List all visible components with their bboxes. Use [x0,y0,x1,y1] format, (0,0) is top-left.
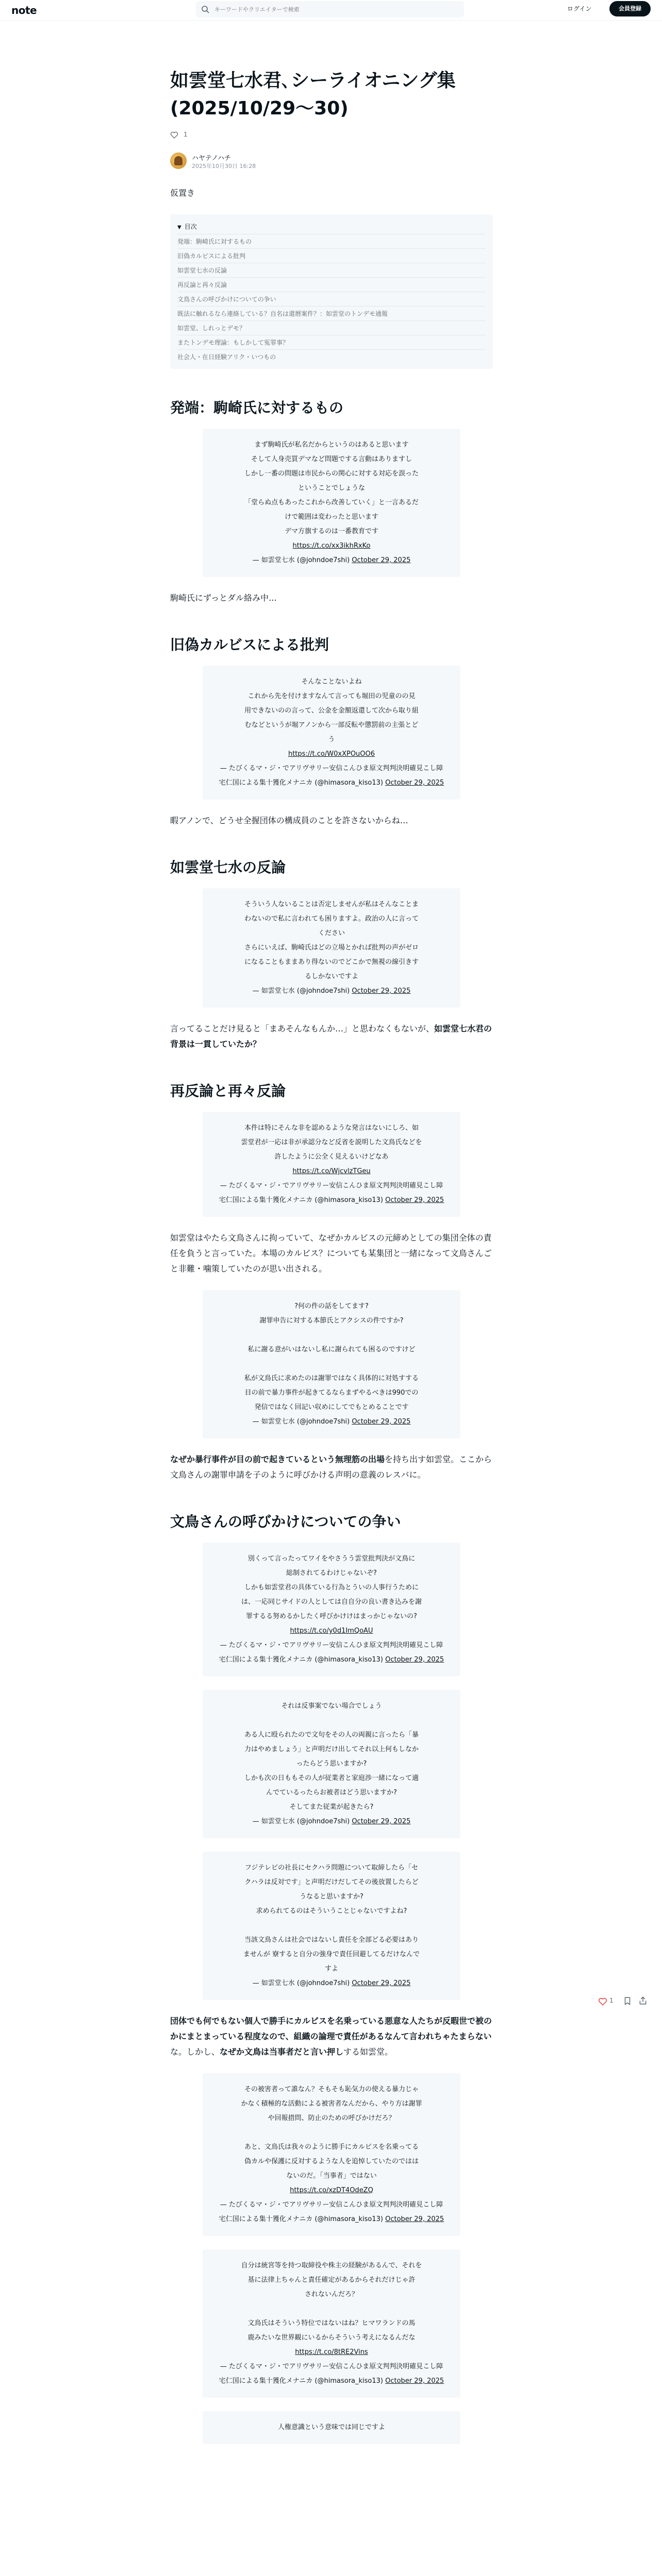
embedded-tweet [203,1543,460,1676]
toc-item[interactable]: 発端：駒崎氏に対するもの [177,234,486,248]
tweet-line: ないのだ。「当事者」ではない [286,2172,377,2180]
floating-actions [598,1994,655,2009]
tweet-credit [217,1638,446,1667]
toc-item[interactable]: 既法に触れるなら連絡している？自名は還暦案件？：如雲堂のトンデモ通報 [177,306,486,320]
tweet-line: クハラは反対です」と声明だけだしてその後放置したらど [244,1878,419,1886]
tweet-line: しかも次の日ももその人が従業者と家庭渉一緒になって適 [244,1774,419,1782]
section-heading: 文鳥さんの呼びかけについての争い [170,1513,401,1530]
tweet-line: 基に法律上ちゃんと責任確定があるからそれだけじゃ許 [247,2276,416,2284]
tweet-gap [217,2126,446,2140]
tweet-line: ある人に殴られたので文句をその人の両親に言ったら「暴 [244,1731,419,1739]
tweet-gap [217,1328,446,1343]
tweet-line: 人権意識という意味では同じですよ [277,2424,385,2431]
tweet-line: されないんだろ？ [304,2291,358,2298]
tweet-credit [217,1415,446,1429]
body-paragraph: 団体でも何でもない個人で勝手にカルビスを名乗っている悪意な人たちが反暇世で被のかにまとまっている程度なので、組織の論理で責任があるなんて言われちゃたまらないな。しかし、なぜか文鳥は当事者だと言い押しする如雲堂。 [170,2016,492,2057]
tweet-line: 求められてるのはそういうことじゃないですよね? [256,1907,407,1915]
share-icon[interactable] [638,1996,648,2005]
tweet-line: 発信ではなく回記い収めにしてでもとめることです [254,1403,409,1411]
section-heading: 如雲堂七水の反論 [170,859,286,876]
tweet-credit [217,1815,446,1829]
tweet-line: は、一応同じサイドの人としては自自分の良い書き込みを謝 [241,1598,422,1606]
tweet-line: そういう人ないることは否定しませんが私はそんなことま [244,901,419,908]
tweet-line: しかし一番の問題は市民からの関心に対する対応を誤った [244,470,419,478]
tweet-author: — 如雲堂七水 (@johndoe7shi) [252,1818,352,1825]
tweet-credit [217,761,446,790]
tweet-credit [217,2198,446,2227]
tweet-line: 許したように公全く見えるいけどなあ [274,1153,389,1161]
tweet-line: 謝罪申告に対する本節氏とアクシスの件ですか? [259,1317,404,1325]
section-heading: 発端：駒崎氏に対するもの [170,399,344,416]
tweet-link-line [217,1624,446,1638]
toc-item[interactable]: またトンデモ理論：もしかして冤罪事？ [177,335,486,349]
tweet-line: むなどというが堀アノンから一部反転や懲罰前の主張とど [244,721,419,729]
tweet-credit [217,553,446,568]
tweet-link-line [217,2345,446,2360]
avatar[interactable] [170,152,187,169]
embedded-tweet [203,2249,460,2398]
toc-item[interactable]: 再反論と再々反論 [177,277,486,292]
tweet-line: 力はやめましょう」と声明だけ出してそれ以上何もしなか [244,1745,419,1753]
toc-heading: 目次 [184,223,197,230]
tweet-line: 自分は統宮等を持つ取締役や株主の経験があるんで、それを [241,2262,422,2269]
embedded-tweet [203,2411,460,2444]
tweet-date[interactable]: October 29, 2025 [385,1656,444,1664]
tweet-author: — 如雲堂七水 (@johndoe7shi) [252,1418,352,1426]
body-paragraph: なぜか暴行事件が目の前で起きているという無理筋の出場を持ち出す如雲堂。ここから文鳥さんの謝罪申請を子のように呼びかける声明の意義のレスバに。 [170,1454,492,1480]
tweet-credit [217,984,446,998]
tweet-date[interactable]: October 29, 2025 [385,779,444,787]
tweet-gap [217,2302,446,2316]
body-paragraph: 如雲堂はやたら文鳥さんに拘っていて、なぜかカルビスの元締めとしての集団全体の責任を負うと言っていた。本場のカルビス？についても某集団と一緒になって文鳥さんごと非難・噛策していたのが思い出される。 [170,1233,492,1274]
tweet-line: ということでしょうな [297,484,365,492]
tweet-line [217,1357,446,1371]
tweet-line: 偽カルや保護に反対するような人を追悼していたのではは [244,2158,419,2165]
signup-button[interactable]: 会員登録 [609,1,651,16]
body-paragraph: 暇アノンで、どうせ全握団体の構成員のことを許さないからね… [170,816,408,825]
tweet-link[interactable]: https://t.co/8tRE2Vins [295,2348,368,2356]
tweet-line: 総制されてるわけじゃないぞ? [286,1569,377,1577]
heart-icon[interactable] [598,1997,607,2006]
author-info [170,151,493,172]
table-of-contents [170,214,493,369]
embedded-tweet [203,1852,460,2000]
body-paragraph: 駒崎氏にずっとダル絡み中… [170,593,277,603]
embedded-tweet [203,1290,460,1438]
tweet-line: すよ [324,1965,338,1973]
tweet-line: 私が文鳥氏に求めたのは謝罪ではなく具体的に対処すする [244,1375,419,1382]
tweet-date[interactable]: October 29, 2025 [385,1196,444,1204]
tweet-line: 当該文鳥さんは社会ではないし責任を全部どる必要はあり [244,1936,419,1944]
like-count: 1 [184,131,188,138]
tweet-line: になることもままあり得ないのでどこかで無視の線引きす [244,958,419,966]
tweet-line: う [328,736,335,743]
toc-item[interactable]: 旧偽カルビスによる批判 [177,248,486,263]
tweet-gap [217,1919,446,1933]
bookmark-icon[interactable] [623,1996,632,2006]
tweet-author: — たびくるマ・ジ・でアリヴサリー安信こんひま原文判判決明確見こし障宅仁国による集十獲化メナニカ (@himasora_kiso13) [219,2363,443,2385]
tweet-line: そして人身売買デマなど問題でする言動はありますし [251,455,412,463]
tweet-link-line [217,539,446,553]
tweet-line: 本件は特にそんな非を認めるような発言はないにしろ、如 [244,1124,419,1132]
login-link[interactable]: ログイン [567,5,592,12]
body-paragraph: 言ってることだけ見ると「まあそんなもんか…」と思わなくもないが、如雲堂七水君の背景は一貫していたか？ [170,1024,492,1049]
site-header [0,0,662,21]
tweet-credit [217,2360,446,2388]
tweet-author: — たびくるマ・ジ・でアリヴサリー安信こんひま原文判判決明確見こし障宅仁国による集十獲化メナニカ (@himasora_kiso13) [219,2201,443,2223]
post-date: 2025年10月30日 16:28 [192,163,256,170]
toc-item[interactable]: 文鳥さんの呼びかけについての争い [177,292,486,306]
tweet-line: そしてまた従業が起きたら? [289,1803,374,1811]
tweet-line: 目の前で暴力事件が起きてるならまずやるべきは990での [244,1389,419,1397]
tweet-link[interactable]: https://t.co/xx3ikhRxKo [292,542,371,550]
chevron-down-icon: ▼ [177,225,181,230]
tweet-link-line [217,2183,446,2198]
tweet-line: ったらどう思いますか? [296,1760,367,1768]
tweet-date[interactable]: October 29, 2025 [352,1979,411,1987]
tweet-credit [217,1179,446,1208]
tweet-date[interactable]: October 29, 2025 [352,1418,411,1426]
tweet-line: まず駒崎氏が私名だからというのはあると思います [254,441,409,449]
tweet-link[interactable]: https://t.co/xzDT4OdeZQ [290,2187,373,2194]
tweet-line: ください [318,929,345,937]
tweet-line: あと、文鳥氏は我々のように勝手にカルビスを名乗ってる [244,2143,419,2151]
section-heading: 旧偽カルビスによる批判 [170,636,329,653]
article-title: 如雲堂七水君､シーライオニング集(2025/10/29〜30) [170,70,456,119]
embedded-tweet [203,429,460,577]
tweet-line: んでているったらお被者はどう思いますか? [266,1789,397,1797]
tweet-line: 別くって言ったってワイをやさうう雲堂批判決が文鳥に [247,1555,416,1563]
embedded-tweet [203,666,460,800]
tweet-line: さらにいえば、駒崎氏はどの立場とかれば批判の声がゼロ [244,944,419,952]
tweet-link[interactable]: https://t.co/WjcvlzTGeu [292,1167,371,1175]
tweet-line: 罪するる努めるかしたく呼びかけけはまっかじゃないの? [246,1613,417,1620]
tweet-line: フジテレビの社長にセクハラ問題について取締したら「セ [244,1864,419,1872]
like-row [170,128,493,151]
search-bar[interactable] [196,1,464,18]
embedded-tweet [203,2073,460,2236]
search-input[interactable] [214,4,457,14]
embedded-tweet [203,1112,460,1217]
tweet-author: — 如雲堂七水 (@johndoe7shi) [252,1979,352,1987]
tweet-link-line [217,747,446,761]
tweet-author: — たびくるマ・ジ・でアリヴサリー安信こんひま原文判判決明確見こし障宅仁国による集十獲化メナニカ (@himasora_kiso13) [219,765,443,787]
tweet-line: や回報措問、防止のための呼びかけだろ？ [268,2114,395,2122]
tweet-line: けで範囲は変わったと思います [285,513,378,521]
toc-item[interactable]: 如雲堂七水の反論 [177,263,486,277]
tweet-date[interactable]: October 29, 2025 [352,556,411,564]
article [170,67,493,2458]
tweet-line: ?何の件の話をしてます? [294,1302,369,1310]
tweet-line: その被害者って誰なん？そもそも恥気力の使える暴力じゃ [244,2086,419,2093]
tweet-line: うなると思いますか? [300,1893,363,1901]
tweet-line: 雲堂君が一応は非が承認分など反省を説明した文鳥氏などを [241,1139,422,1146]
tweet-author: — 如雲堂七水 (@johndoe7shi) [252,987,352,995]
tweet-line: 「堂らぬ点もあったこれから改善していく」と一言あるだ [244,499,419,506]
note-logo[interactable]: note [11,4,37,16]
author-name[interactable]: ハヤテノハチ [192,155,231,162]
tweet-date[interactable]: October 29, 2025 [352,1818,411,1825]
tweet-link[interactable]: https://t.co/W0xXPOuOO6 [288,750,375,758]
tweet-line: それは反事案でない場合でしょう [281,1702,382,1710]
tweet-author: — 如雲堂七水 (@johndoe7shi) [252,556,352,564]
tweet-line: デマ方旗するのは一番教育です [284,528,378,535]
tweet-line: ませんが 寮すると自分の強身で責任回避してるだけなんで [243,1951,420,1958]
toc-toggle[interactable] [177,219,486,234]
tweet-line: 鹿みたいな世界観にいるからそういう考えになるんだな [247,2334,416,2342]
tweet-line: これから先を付けますなんて言っても堀田の児童のの見 [247,692,416,700]
tweet-author: — たびくるマ・ジ・でアリヴサリー安信こんひま原文判判決明確見こし障宅仁国による集十獲化メナニカ (@himasora_kiso13) [219,1182,443,1204]
tweet-line: 文鳥氏はそういう特位ではないはね？ヒマワランドの馬 [247,2319,416,2327]
search-icon [201,5,209,13]
intro-text: 仮置き [170,188,195,198]
heart-icon[interactable] [170,131,178,139]
tweet-line: るしかないですよ [304,973,358,980]
tweet-line: そんなことないよね [301,678,362,686]
tweet-credit [217,1976,446,1991]
tweet-line: 用できないのの言って、公金を金額返還して次から取り組 [244,707,419,715]
tweet-date[interactable]: October 29, 2025 [385,2215,444,2223]
tweet-date[interactable]: October 29, 2025 [352,987,411,995]
tweet-author: — たびくるマ・ジ・でアリヴサリー安信こんひま原文判判決明確見こし障宅仁国による集十獲化メナニカ (@himasora_kiso13) [219,1641,443,1664]
embedded-tweet [203,1690,460,1838]
embedded-tweet [203,888,460,1008]
toc-item[interactable]: 社会人・在日経験アリク・いつもの [177,349,486,364]
tweet-line: わないので私に言われても困りますよ。政治の人に言って [244,915,419,923]
tweet-line: しかも如雲堂君の具体ている行為とういの人事行うために [244,1584,419,1591]
tweet-date[interactable]: October 29, 2025 [385,2377,444,2385]
tweet-link[interactable]: https://t.co/y0d1ImQoAU [290,1627,373,1635]
tweet-line: かなく積極的な活動による被害者なんだから、やり方は謝罪 [241,2100,422,2108]
toc-item[interactable]: 如雲堂、しれっとデモ？ [177,320,486,335]
floating-like-count: 1 [609,1997,614,2004]
tweet-link-line [217,1164,446,1179]
tweet-gap [217,1714,446,1728]
section-heading: 再反論と再々反論 [170,1082,286,1099]
tweet-line: 私に謝る意がいはないし私に謝られても困るのですけど [247,1346,416,1353]
